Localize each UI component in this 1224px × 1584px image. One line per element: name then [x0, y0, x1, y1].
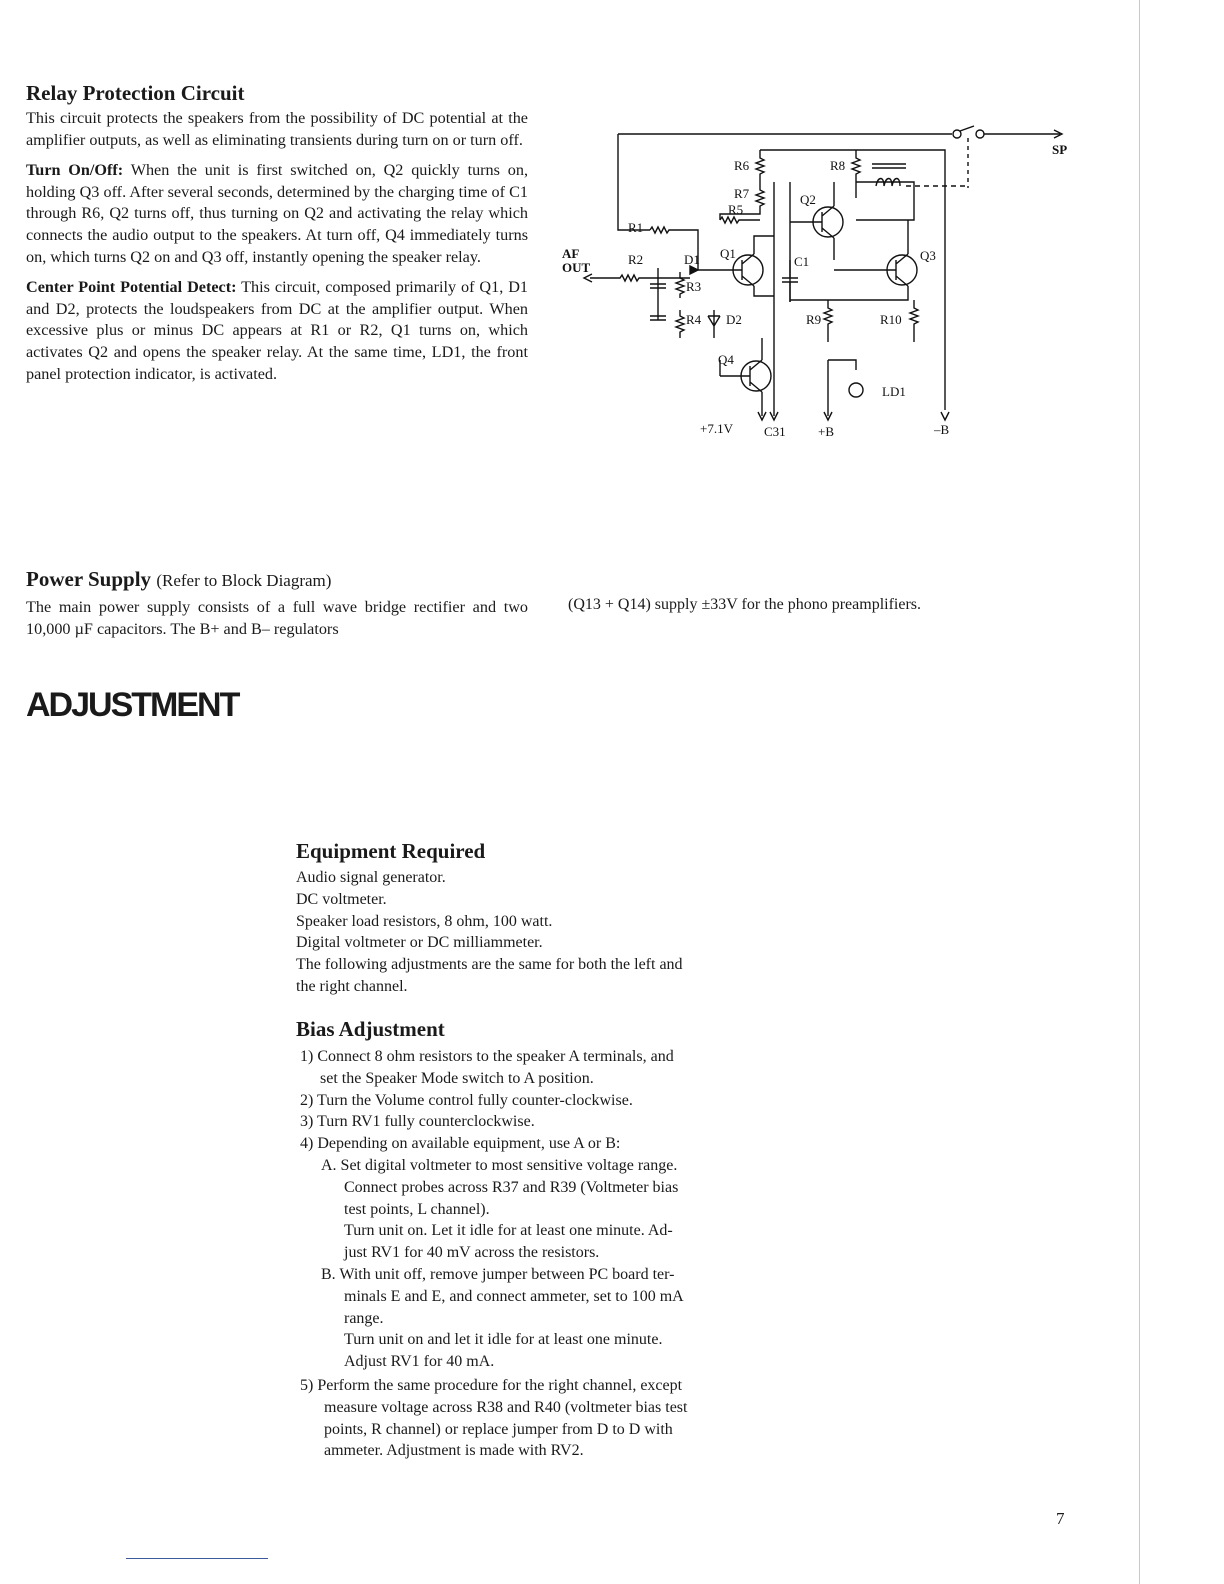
label-d2: D2 [726, 312, 742, 327]
label-7-1v: +7.1V [700, 421, 733, 436]
equipment-line: the right channel. [296, 977, 408, 995]
bias-title: Bias Adjustment [296, 1017, 445, 1041]
equipment-list [296, 867, 806, 998]
power-title: Power Supply [26, 567, 152, 591]
relay-contact [976, 130, 984, 138]
bias-substep-cont: test points, L channel). [344, 1200, 490, 1218]
power-text-right: (Q13 + Q14) supply ±33V for the phono preamplifiers. [568, 596, 922, 613]
bias-substep-cont: just RV1 for 40 mV across the resistors. [344, 1244, 600, 1262]
equipment-section [296, 838, 806, 998]
bias-step: 1) Connect 8 ohm resistors to the speaker A terminals, and [300, 1048, 674, 1065]
bias-step-cont: set the Speaker Mode switch to A position. [320, 1069, 594, 1087]
label-r6: R6 [734, 158, 750, 173]
center-point-label: Center Point Potential Detect: [26, 278, 237, 297]
adjustment-heading: ADJUSTMENT [26, 686, 239, 724]
label-r7: R7 [734, 186, 750, 201]
wire [760, 150, 945, 410]
arrow [758, 412, 778, 420]
label-af: AF [562, 246, 580, 261]
bias-section [296, 1016, 806, 1462]
bias-step: 4) Depending on available equipment, use A or B: [300, 1135, 621, 1153]
label-r8: R8 [830, 158, 846, 173]
bias-substep-cont: range. [344, 1309, 384, 1327]
equipment-line: DC voltmeter. [296, 890, 387, 908]
relay-schematic [560, 120, 1080, 450]
bias-step-cont: ammeter. Adjustment is made with RV2. [324, 1442, 584, 1460]
resistor-r2 [590, 275, 690, 281]
equipment-title: Equipment Required [296, 839, 486, 863]
resistor-r10 [910, 300, 918, 342]
label-q4: Q4 [718, 352, 734, 367]
diode-d2 [708, 310, 720, 338]
page-edge-line [1139, 0, 1140, 1584]
turn-on-off-label: Turn On/Off: [26, 161, 124, 180]
resistor-r9 [824, 300, 832, 342]
relay-title: Relay Protection Circuit [26, 81, 245, 105]
label-bplus: +B [818, 424, 835, 439]
bias-step: 2) Turn the Volume control fully counter-clockwise. [300, 1091, 633, 1109]
bias-steps [296, 1046, 806, 1462]
label-r3: R3 [686, 279, 702, 294]
page-number: 7 [1056, 1509, 1065, 1528]
equipment-line: The following adjustments are the same for both the left and [296, 956, 683, 974]
label-sp: SP [1052, 142, 1068, 157]
resistor-r5 [720, 217, 760, 223]
bias-substep: A. Set digital voltmeter to most sensitive voltage range. [321, 1156, 678, 1174]
bias-substep-cont: Turn unit on. Let it idle for at least one minute. Ad- [344, 1222, 673, 1240]
center-point-text: This circuit, composed primarily of Q1, D1 and D2, protects the loudspeakers from DC at the amplifier output. When excessive plus or minus DC appears at R1 or R2, Q1 turns on, which activates Q2 and opens the speaker relay. At the same time, LD1, the front panel protection indicator, is activated. [26, 278, 528, 383]
label-r2: R2 [628, 252, 644, 267]
label-c1: C1 [794, 254, 810, 269]
relay-switch [960, 126, 974, 131]
label-r10: R10 [880, 312, 902, 327]
label-r5: R5 [728, 202, 744, 217]
label-q1: Q1 [720, 246, 736, 261]
arrow [824, 412, 949, 420]
bias-step: 3) Turn RV1 fully counterclockwise. [300, 1113, 535, 1131]
bias-substep-cont: Connect probes across R37 and R39 (Voltmeter bias [344, 1178, 679, 1196]
resistor-r3 [676, 272, 684, 298]
relay-protection-section [26, 80, 528, 385]
relay-coil-core [872, 164, 906, 168]
wire [856, 182, 914, 220]
bias-substep-cont: Turn unit on and let it idle for at least one minute. [344, 1331, 663, 1349]
label-d1: D1 [684, 252, 700, 267]
label-r1: R1 [628, 220, 644, 235]
equipment-line: Digital voltmeter or DC milliammeter. [296, 934, 543, 952]
turn-on-off-text: When the unit is first switched on, Q2 quickly turns on, holding Q3 off. After several seconds, determined by the charging time of C1 through R6, Q2 turns off, thus turning on Q2 and activating the relay which connects the audio output to the speakers. At turn off, Q4 immediately turns on, which turns Q2 on and Q3 off, instantly opening the speaker relay. [26, 161, 528, 266]
equipment-line: Speaker load resistors, 8 ohm, 100 watt. [296, 912, 553, 930]
bias-step-cont: points, R channel) or replace jumper from D to D with [324, 1420, 673, 1438]
resistor-r6 [756, 150, 764, 182]
power-title-line [26, 566, 528, 594]
resistor-r4 [676, 310, 684, 338]
bias-step: 5) Perform the same procedure for the right channel, except [300, 1376, 683, 1394]
bias-substep-cont: minals E and E, and connect ammeter, set to 100 mA [344, 1287, 684, 1305]
label-r4: R4 [686, 312, 702, 327]
transistor-q3-leads [834, 254, 908, 286]
power-text-left: The main power supply consists of a full wave bridge rectifier and two 10,000 µF capacitors. The B+ and B– regulators [26, 598, 528, 638]
bias-substep-cont: Adjust RV1 for 40 mA. [344, 1353, 495, 1371]
wire [828, 360, 856, 416]
wire [754, 236, 774, 296]
relay-contact [953, 130, 961, 138]
turn-on-off-paragraph [26, 160, 528, 268]
diode-d1 [690, 266, 698, 274]
wire [618, 134, 650, 230]
label-out: OUT [562, 260, 591, 275]
label-r9: R9 [806, 312, 822, 327]
power-supply-section [26, 566, 528, 640]
resistor-r8 [852, 150, 860, 198]
relay-intro: This circuit protects the speakers from the possibility of DC potential at the amplifier outputs, as well as eliminating transients during turn on or turn off. [26, 109, 528, 149]
label-q3: Q3 [920, 248, 936, 263]
bottom-rule [126, 1558, 268, 1559]
equipment-line: Audio signal generator. [296, 869, 446, 886]
power-subtitle: (Refer to Block Diagram) [156, 571, 332, 590]
led-ld1 [849, 383, 863, 397]
label-q2: Q2 [800, 192, 816, 207]
bias-substep: B. With unit off, remove jumper between PC board ter- [321, 1265, 675, 1283]
label-bminus: –B [934, 422, 950, 437]
center-point-paragraph [26, 277, 528, 385]
label-ld1: LD1 [882, 384, 906, 399]
transistor-q2-leads [790, 206, 834, 238]
bias-step-cont: measure voltage across R38 and R40 (voltmeter bias test [324, 1398, 688, 1416]
label-c31: C31 [764, 424, 786, 439]
